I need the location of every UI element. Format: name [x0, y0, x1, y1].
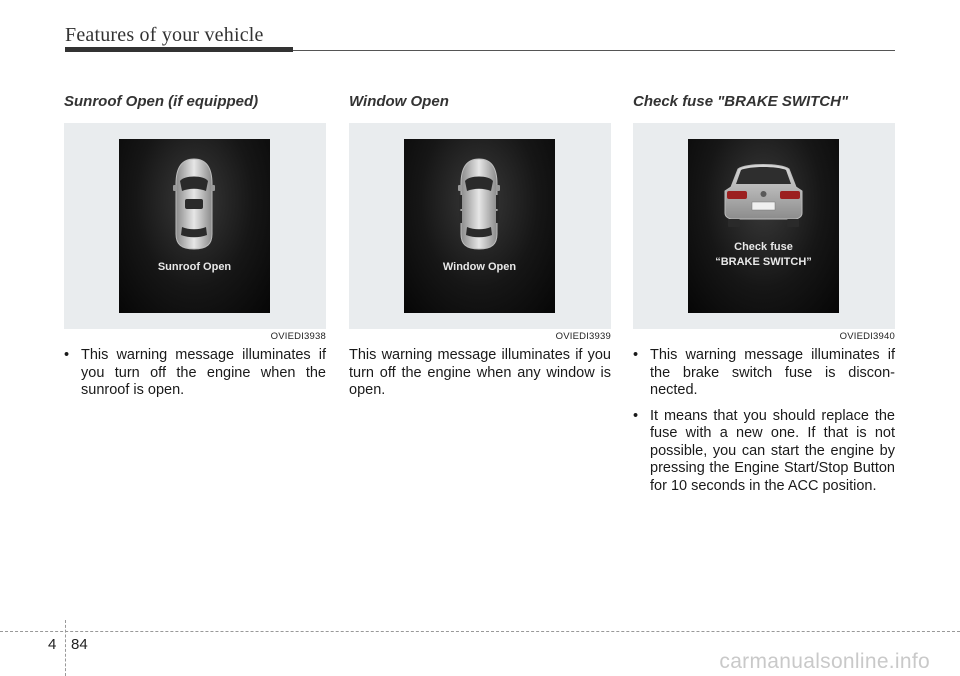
- figure-code: OVIEDI3938: [270, 331, 326, 342]
- screen-label: Sunroof Open: [157, 261, 232, 273]
- cluster-display: [119, 139, 270, 313]
- section-window-open: [349, 93, 611, 400]
- cluster-display: [404, 139, 555, 313]
- bullet-icon: •: [633, 347, 639, 363]
- watermark: carmanualsonline.info: [719, 650, 930, 673]
- car-top-view-icon: [404, 139, 555, 313]
- screen-label-line1: Check fuse: [734, 241, 793, 253]
- section-body: [64, 347, 326, 400]
- section-body: [349, 347, 611, 400]
- list-item: [64, 347, 326, 400]
- screen-label-line2: “BRAKE SWITCH”: [715, 256, 812, 268]
- list-item: [633, 347, 895, 400]
- cluster-display: [688, 139, 839, 313]
- car-top-view-icon: [119, 139, 270, 313]
- section-paragraph: This warning message illuminates if you turn off the engine when any window is open.: [349, 347, 611, 398]
- section-title: Sunroof Open (if equipped): [64, 93, 259, 110]
- list-item-text: It means that you should replace the fuse with a new one. If that is not possible, you can start the engine by pressing the Engine Start/Stop Button for 10 seconds in the ACC position.: [650, 407, 895, 494]
- figure-code: OVIEDI3939: [555, 331, 611, 342]
- car-rear-view-icon: [688, 139, 839, 313]
- screen-label: Window Open: [442, 261, 517, 273]
- page-header-title: Features of your vehicle: [65, 24, 264, 46]
- chapter-number: 4: [48, 636, 57, 653]
- section-body: [633, 347, 895, 495]
- list-item-text: This warning message illuminates if the brake switch fuse is discon-nected.: [650, 347, 895, 398]
- list-item-text: This warning message illuminates if you turn off the engine when the sunroof is open.: [81, 347, 326, 398]
- footer-divider: [65, 620, 66, 676]
- page-number: 84: [71, 636, 88, 653]
- bullet-icon: •: [64, 347, 70, 363]
- footer-rule: [0, 631, 960, 632]
- list-item: [633, 408, 895, 496]
- section-check-fuse-brake-switch: [633, 93, 895, 503]
- section-sunroof-open: [64, 93, 326, 408]
- figure-sunroof-open: [64, 123, 326, 342]
- section-title: Check fuse "BRAKE SWITCH": [633, 93, 849, 110]
- figure-code: OVIEDI3940: [839, 331, 895, 342]
- figure-window-open: [349, 123, 611, 342]
- figure-check-fuse: [633, 123, 895, 342]
- bullet-icon: •: [633, 407, 639, 424]
- section-title: Window Open: [349, 93, 449, 110]
- header-rule-accent: [65, 47, 293, 52]
